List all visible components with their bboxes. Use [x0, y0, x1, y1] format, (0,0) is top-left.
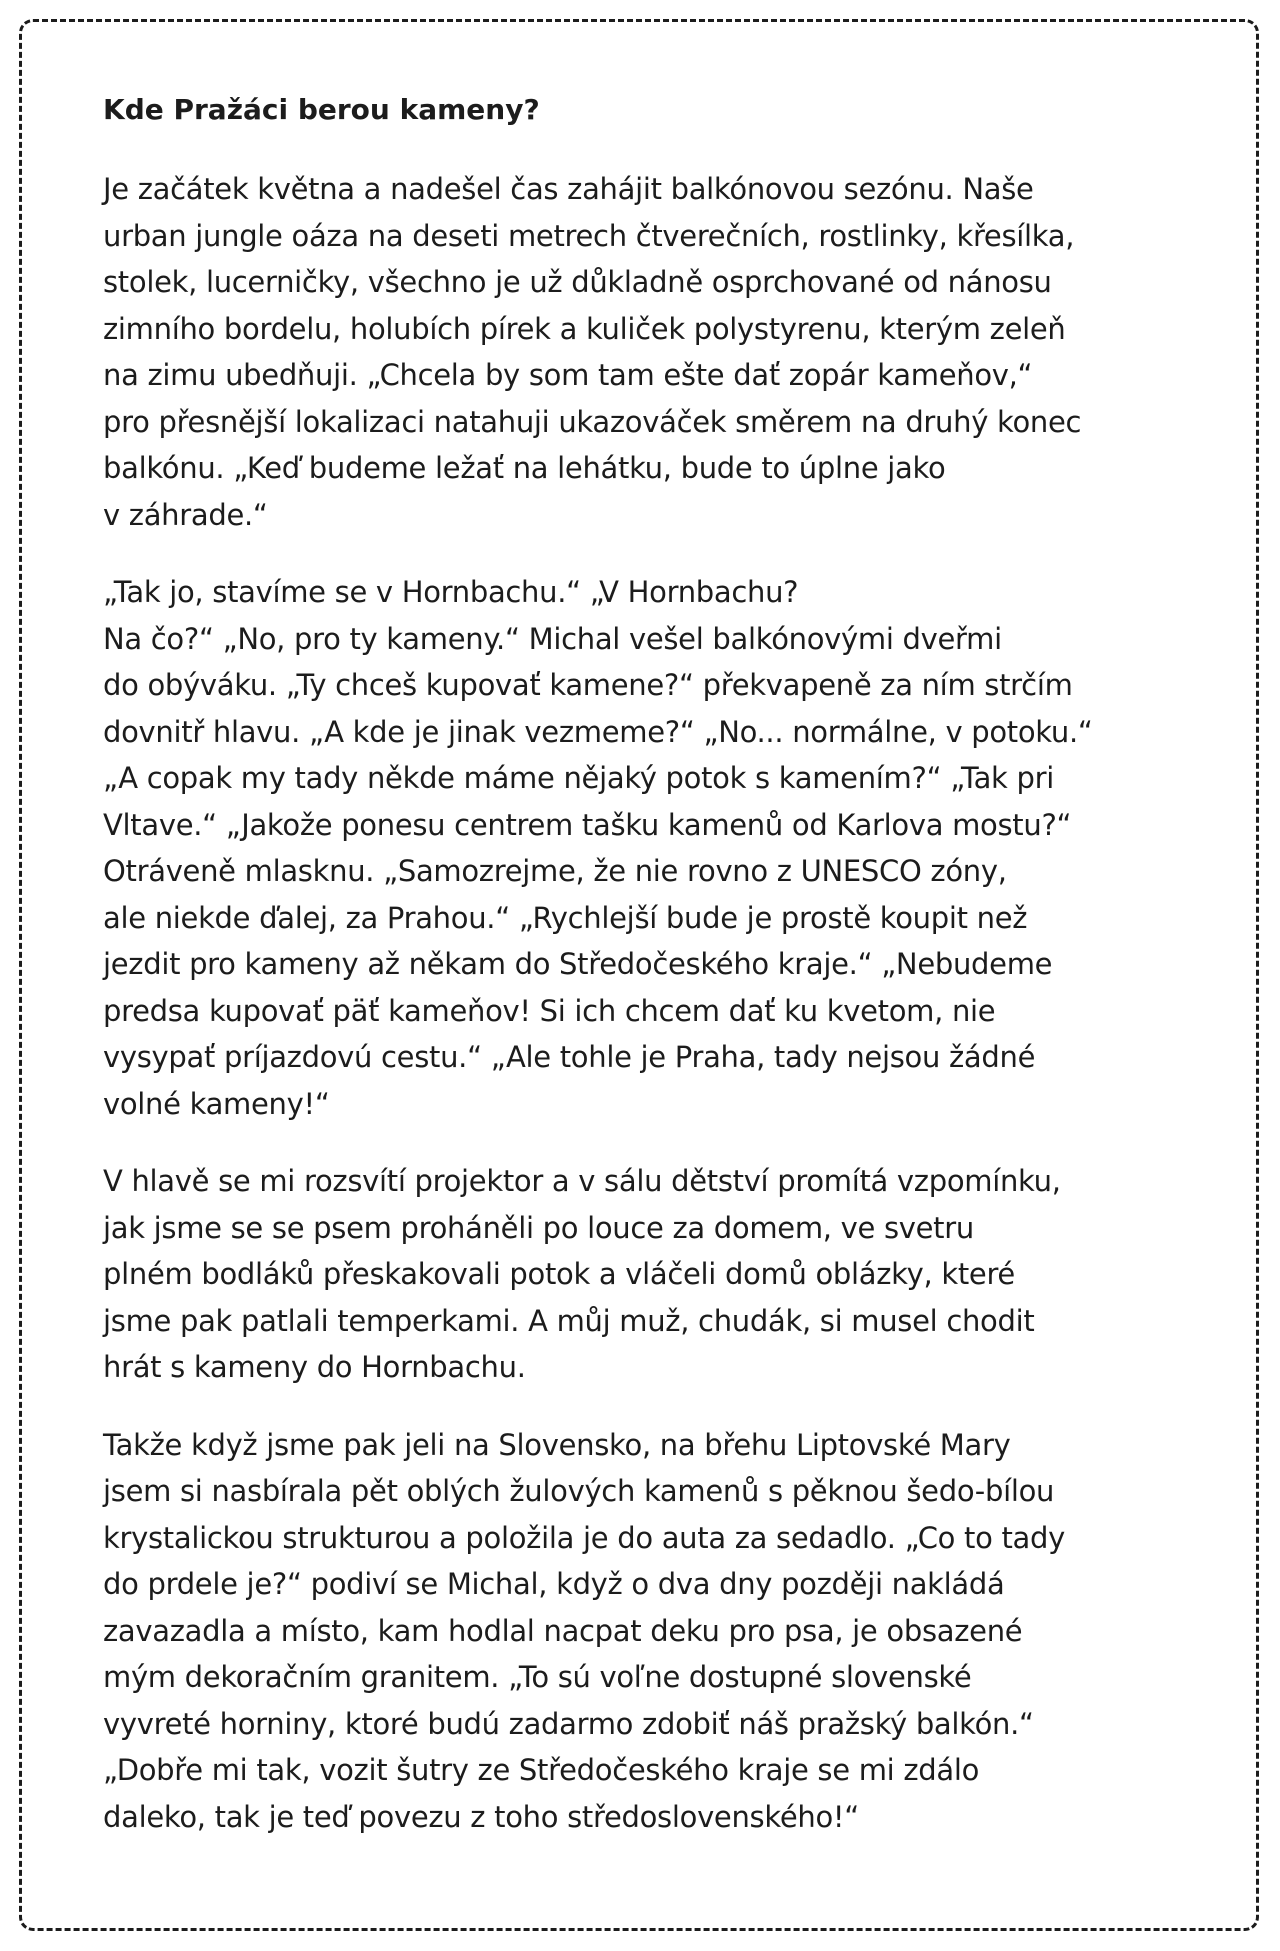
text-line: daleko, tak je teď povezu z toho středoslovenského!“ [103, 1799, 859, 1834]
paragraph-3 [103, 1158, 1213, 1391]
paragraph-1 [103, 166, 1213, 538]
text-line: volné kameny!“ [103, 1086, 330, 1121]
text-line: balkónu. „Keď budeme ležať na lehátku, bude to úplne jako [103, 451, 946, 485]
text-line: stolek, lucerničky, všechno je už důkladně osprchované od nánosu [103, 265, 1052, 299]
text-line: do prdele je?“ podiví se Michal, když o dva dny později nakládá [103, 1567, 1005, 1601]
text-line: zimního bordelu, holubích pírek a kuliček polystyrenu, kterým zeleň [103, 311, 1066, 346]
text-line: Takže když jsme pak jeli na Slovensko, na břehu Liptovské Mary [103, 1427, 1011, 1462]
text-line: Na čo?“ „No, pro ty kameny.“ Michal vešel balkónovými dveřmi [103, 621, 1002, 656]
text-line: mým dekoračním granitem. „To sú voľne dostupné slovenské [103, 1660, 972, 1694]
text-line: zavazadla a místo, kam hodlal nacpat deku pro psa, je obsazené [103, 1613, 1023, 1648]
paragraph-4 [103, 1422, 1213, 1841]
text-line: vysypať príjazdovú cestu.“ „Ale tohle je Praha, tady nejsou žádné [103, 1040, 1036, 1074]
text-line: „Dobře mi tak, vozit šutry ze Středočeského kraje se mi zdálo [103, 1753, 980, 1787]
article-title: Kde Pražáci berou kameny? [103, 93, 540, 126]
text-line: na zimu ubedňuji. „Chcela by som tam ešte dať zopár kameňov,“ [103, 358, 1033, 392]
text-line: do obýváku. „Ty chceš kupovať kamene?“ překvapeně za ním strčím [103, 668, 1073, 702]
text-line: predsa kupovať päť kameňov! Si ich chcem dať ku kvetom, nie [103, 993, 996, 1028]
text-line: Vltave.“ „Jakože ponesu centrem tašku kamenů od Karlova mostu?“ [103, 807, 1072, 842]
text-line: Je začátek května a nadešel čas zahájit balkónovou sezónu. Naše [103, 172, 1034, 206]
text-line: krystalickou strukturou a položila je do auta za sedadlo. „Co to tady [103, 1520, 1065, 1555]
text-line: pro přesnější lokalizaci natahuji ukazováček směrem na druhý konec [103, 404, 1082, 439]
text-line: ale niekde ďalej, za Prahou.“ „Rychlejší bude je prostě koupit než [103, 900, 1028, 935]
text-line: jezdit pro kameny až někam do Středočeského kraje.“ „Nebudeme [103, 947, 1053, 981]
text-line: dovnitř hlavu. „A kde je jinak vezmeme?“ „No... normálne, v potoku.“ [103, 714, 1093, 749]
text-line: V hlavě se mi rozsvítí projektor a v sálu dětství promítá vzpomínku, [103, 1164, 1061, 1198]
text-line: jsme pak patlali temperkami. A můj muž, chudák, si musel chodit [103, 1303, 1035, 1338]
text-line: jak jsme se se psem proháněli po louce za domem, ve svetru [103, 1210, 974, 1245]
text-line: hrát s kameny do Hornbachu. [103, 1350, 526, 1384]
paragraph-2 [103, 569, 1213, 1127]
text-line: urban jungle oáza na deseti metrech čtverečních, rostlinky, křesílka, [103, 218, 1075, 253]
text-line: v záhrade.“ [103, 497, 268, 532]
text-line: „Tak jo, stavíme se v Hornbachu.“ „V Hornbachu? [103, 575, 799, 609]
text-line: Otráveně mlasknu. „Samozrejme, že nie rovno z UNESCO zóny, [103, 854, 1007, 888]
article [103, 86, 1213, 1871]
text-line: „A copak my tady někde máme nějaký potok s kamením?“ „Tak pri [103, 761, 1054, 795]
text-line: jsem si nasbírala pět oblých žulových kamenů s pěknou šedo-bílou [103, 1474, 1055, 1508]
text-line: plném bodláků přeskakovali potok a vláčeli domů oblázky, které [103, 1257, 1015, 1291]
text-line: vyvreté horniny, ktoré budú zadarmo zdobiť náš pražský balkón.“ [103, 1706, 1034, 1741]
